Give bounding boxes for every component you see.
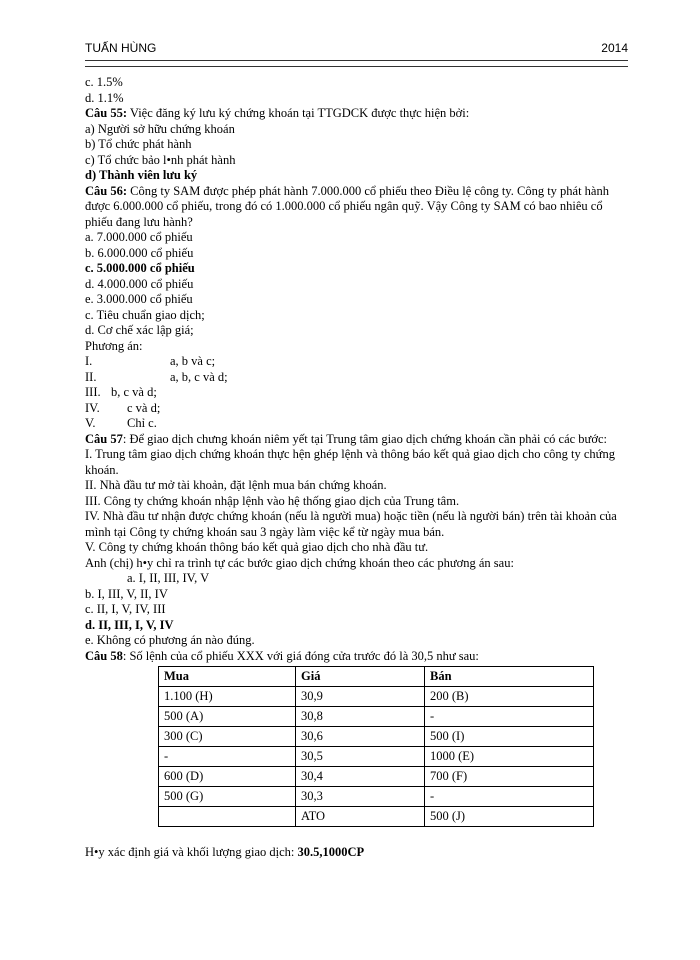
table-row	[159, 727, 594, 747]
table-row	[159, 747, 594, 767]
table-row	[159, 787, 594, 807]
option-line: c. 1.5%	[85, 75, 123, 89]
option-line: c) Tổ chức bảo l•nh phát hành	[85, 152, 236, 167]
question-57	[85, 432, 630, 448]
sell-cell: -	[425, 707, 594, 727]
choice-text: c và d;	[127, 400, 161, 415]
price-cell: ATO	[296, 807, 425, 827]
correct-answer: d. II, III, I, V, IV	[85, 617, 174, 632]
question-text: : Số lệnh của cổ phiếu XXX với giá đóng cửa trước đó là 30,5 như sau:	[122, 648, 479, 663]
step-line: I. Trung tâm giao dịch chứng khoán thực hện ghép lệnh và thông báo kết quả giao dịch cho công ty chứng khoán.	[85, 447, 615, 477]
price-cell: 30,6	[296, 727, 425, 747]
option-line: a. 7.000.000 cổ phiếu	[85, 230, 193, 244]
answer-prompt: H•y xác định giá và khối lượng giao dịch:	[85, 845, 298, 859]
table-row	[159, 807, 594, 827]
choice-row	[85, 401, 630, 417]
option-line: a) Người sở hữu chứng khoán	[85, 121, 235, 136]
sell-cell: 200 (B)	[425, 687, 594, 707]
option-line: b. I, III, V, II, IV	[85, 586, 168, 601]
sell-cell: -	[425, 787, 594, 807]
question-55	[85, 106, 630, 122]
option-line: c. II, I, V, IV, III	[85, 602, 166, 616]
choice-row	[85, 354, 630, 370]
option-line: e. Không có phương án nào đúng.	[85, 633, 255, 647]
question-label: Câu 55:	[85, 106, 128, 120]
question-text: Việc đăng ký lưu ký chứng khoán tại TTGDCK được thực hiện bởi:	[127, 106, 470, 120]
correct-answer: d) Thành viên lưu ký	[85, 168, 198, 182]
answer-line	[85, 845, 630, 861]
choice-numeral: IV.	[85, 400, 100, 415]
buy-cell: 500 (A)	[159, 707, 296, 727]
step-line: III. Công ty chứng khoán nhập lệnh vào hệ thống giao dịch của Trung tâm.	[85, 493, 460, 508]
question-label: Câu 57	[85, 431, 123, 446]
choices-heading: Phương án:	[85, 338, 143, 353]
choice-numeral: V.	[85, 416, 96, 430]
step-line: V. Công ty chứng khoán thông báo kết quả giao dịch cho nhà đầu tư.	[85, 540, 429, 554]
sell-cell: 1000 (E)	[425, 747, 594, 767]
price-cell: 30,3	[296, 787, 425, 807]
correct-answer: c. 5.000.000 cổ phiếu	[85, 261, 195, 275]
answer-value: 30.5,1000CP	[297, 845, 365, 859]
buy-cell: 300 (C)	[159, 727, 296, 747]
step-line: II. Nhà đầu tư mở tài khoản, đặt lệnh mua bán chứng khoán.	[85, 478, 387, 492]
choice-text: b, c và d;	[111, 385, 157, 399]
header-author: TUẤN HÙNG	[85, 41, 157, 55]
buy-cell: 500 (G)	[159, 787, 296, 807]
question-prompt: Anh (chị) h•y chỉ ra trình tự các bước giao dịch chứng khoán theo các phương án sau:	[85, 555, 514, 570]
buy-cell: -	[159, 747, 296, 767]
question-58	[85, 649, 630, 665]
page-header	[85, 41, 628, 57]
option-line: b) Tổ chức phát hành	[85, 137, 192, 151]
table-row	[159, 767, 594, 787]
order-book-table	[158, 666, 594, 827]
option-line: d. 1.1%	[85, 90, 124, 105]
question-label: Câu 56:	[85, 183, 128, 198]
choice-numeral: II.	[85, 369, 97, 384]
choice-numeral: I.	[85, 354, 93, 368]
price-cell: 30,9	[296, 687, 425, 707]
choice-row	[85, 416, 630, 432]
step-line: IV. Nhà đầu tư nhận được chứng khoán (nếu là người mua) hoặc tiền (nếu là người bán) trên tài khoản của mình tại Công ty chứng khoán sau 3 ngày làm việc kể từ ngày mua bán.	[85, 509, 617, 539]
price-cell: 30,8	[296, 707, 425, 727]
question-56	[85, 184, 630, 231]
choice-text: a, b và c;	[170, 354, 216, 368]
option-line: c. Tiêu chuẩn giao dịch;	[85, 307, 205, 322]
header-year: 2014	[601, 41, 628, 55]
question-text: Công ty SAM được phép phát hành 7.000.000 cổ phiếu theo Điều lệ công ty. Công ty phát hành được 6.000.000 cổ phiếu, trong đó có 1.000.000 cổ phiếu ngân quỹ. Vậy Công ty SAM có bao nhiêu cổ phiếu đang lưu hành?	[85, 183, 609, 229]
header-double-rule	[85, 60, 628, 67]
option-line: d. Cơ chế xác lập giá;	[85, 323, 194, 337]
buy-cell: 1.100 (H)	[159, 687, 296, 707]
choice-text: Chỉ c.	[127, 416, 157, 430]
choice-row	[85, 385, 630, 401]
choice-text: a, b, c và d;	[170, 369, 228, 384]
document-body	[85, 75, 630, 861]
sell-cell: 700 (F)	[425, 767, 594, 787]
question-text: : Để giao dịch chưng khoán niêm yết tại Trung tâm giao dịch chứng khoán cần phải có các bước:	[122, 431, 607, 446]
buy-cell	[159, 807, 296, 827]
question-label: Câu 58	[85, 648, 123, 663]
choice-row	[85, 370, 630, 386]
column-header-buy: Mua	[159, 667, 296, 687]
table-row	[159, 707, 594, 727]
column-header-sell: Bán	[425, 667, 594, 687]
price-cell: 30,5	[296, 747, 425, 767]
sell-cell: 500 (J)	[425, 807, 594, 827]
column-header-price: Giá	[296, 667, 425, 687]
table-header-row	[159, 667, 594, 687]
option-line: a. I, II, III, IV, V	[127, 571, 210, 585]
buy-cell: 600 (D)	[159, 767, 296, 787]
option-line: d. 4.000.000 cổ phiếu	[85, 276, 194, 291]
option-line: b. 6.000.000 cổ phiếu	[85, 245, 194, 260]
option-line: e. 3.000.000 cổ phiếu	[85, 292, 193, 306]
sell-cell: 500 (I)	[425, 727, 594, 747]
choice-numeral: III.	[85, 385, 101, 399]
table-row	[159, 687, 594, 707]
price-cell: 30,4	[296, 767, 425, 787]
